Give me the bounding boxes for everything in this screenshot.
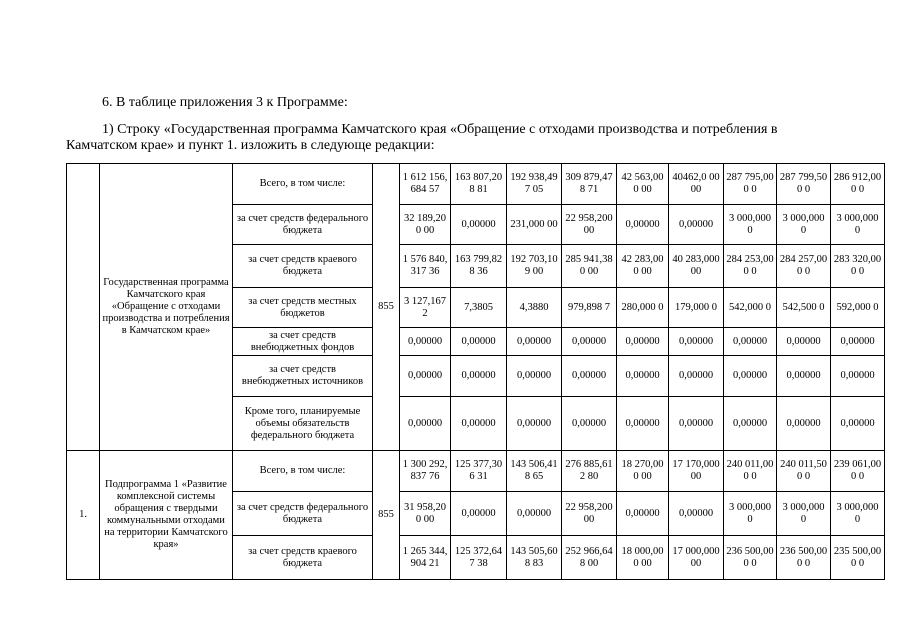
value-cell: 0,00000	[617, 356, 669, 397]
row-label: Всего, в том числе:	[233, 164, 373, 205]
value-cell: 0,00000	[562, 356, 617, 397]
value-cell: 125 377,306 31	[451, 451, 507, 492]
value-cell: 236 500,000 0	[724, 536, 777, 580]
value-cell: 32 189,200 00	[400, 205, 451, 245]
value-cell: 143 505,608 83	[507, 536, 562, 580]
value-cell: 125 372,647 38	[451, 536, 507, 580]
value-cell: 0,00000	[507, 356, 562, 397]
value-cell: 0,00000	[669, 356, 724, 397]
value-cell: 542,500 0	[777, 288, 831, 328]
instruction-line-2: Камчатском крае» и пункт 1. изложить в следующе редакции:	[66, 138, 435, 153]
value-cell: 1 265 344,904 21	[400, 536, 451, 580]
value-cell: 1 576 840,317 36	[400, 245, 451, 288]
value-cell: 40 283,000 00	[669, 245, 724, 288]
value-cell: 0,00000	[562, 328, 617, 356]
value-cell: 0,00000	[777, 397, 831, 451]
value-cell: 0,00000	[669, 492, 724, 536]
value-cell: 287 799,500 0	[777, 164, 831, 205]
value-cell: 192 703,109 00	[507, 245, 562, 288]
value-cell: 252 966,648 00	[562, 536, 617, 580]
value-cell: 42 283,000 00	[617, 245, 669, 288]
value-cell: 0,00000	[669, 328, 724, 356]
value-cell: 0,00000	[507, 328, 562, 356]
value-cell: 0,00000	[400, 356, 451, 397]
value-cell: 0,00000	[451, 328, 507, 356]
row-label: за счет средств краевого бюджета	[233, 536, 373, 580]
table-row	[67, 164, 885, 205]
value-cell: 0,00000	[669, 205, 724, 245]
value-cell: 17 170,000 00	[669, 451, 724, 492]
value-cell: 592,000 0	[831, 288, 885, 328]
instruction-line-1: 1) Строку «Государственная программа Камчатского края «Обращение с отходами производства и потребления в	[102, 122, 778, 137]
value-cell: 31 958,200 00	[400, 492, 451, 536]
value-cell: 0,00000	[831, 356, 885, 397]
row-label: за счет средств краевого бюджета	[233, 245, 373, 288]
value-cell: 1 300 292,837 76	[400, 451, 451, 492]
value-cell: 0,00000	[831, 397, 885, 451]
value-cell: 0,00000	[724, 356, 777, 397]
value-cell: 276 885,612 80	[562, 451, 617, 492]
value-cell: 143 506,418 65	[507, 451, 562, 492]
value-cell: 163 799,828 36	[451, 245, 507, 288]
value-cell: 3 000,000 0	[831, 492, 885, 536]
value-cell: 235 500,000 0	[831, 536, 885, 580]
value-cell: 0,00000	[451, 397, 507, 451]
row-label: за счет средств федерального бюджета	[233, 205, 373, 245]
value-cell: 287 795,000 0	[724, 164, 777, 205]
value-cell: 3 000,000 0	[831, 205, 885, 245]
value-cell: 0,00000	[617, 397, 669, 451]
value-cell: 3 000,000 0	[777, 205, 831, 245]
value-cell: 1 612 156,684 57	[400, 164, 451, 205]
value-cell: 0,00000	[617, 492, 669, 536]
value-cell: 239 061,000 0	[831, 451, 885, 492]
ministry-code: 855	[373, 451, 400, 580]
value-cell: 22 958,200 00	[562, 492, 617, 536]
value-cell: 0,00000	[617, 328, 669, 356]
value-cell: 231,000 00	[507, 205, 562, 245]
value-cell: 3 000,000 0	[724, 205, 777, 245]
value-cell: 0,00000	[400, 328, 451, 356]
value-cell: 285 941,380 00	[562, 245, 617, 288]
value-cell: 979,898 7	[562, 288, 617, 328]
value-cell: 240 011,000 0	[724, 451, 777, 492]
value-cell: 0,00000	[724, 397, 777, 451]
row-label: Всего, в том числе:	[233, 451, 373, 492]
value-cell: 0,00000	[562, 397, 617, 451]
program-name: Подпрограмма 1 «Развитие комплексной системы обращения с твердыми коммунальными отходами на территории Камчатского края»	[100, 451, 233, 580]
row-label: за счет средств внебюджетных источников	[233, 356, 373, 397]
value-cell: 18 270,000 00	[617, 451, 669, 492]
value-cell: 0,00000	[777, 328, 831, 356]
value-cell: 3 000,000 0	[777, 492, 831, 536]
ministry-code: 855	[373, 164, 400, 451]
value-cell: 179,000 0	[669, 288, 724, 328]
value-cell: 4,3880	[507, 288, 562, 328]
value-cell: 0,00000	[831, 328, 885, 356]
table-row	[67, 451, 885, 492]
value-cell: 0,00000	[451, 205, 507, 245]
value-cell: 0,00000	[451, 492, 507, 536]
value-cell: 309 879,478 71	[562, 164, 617, 205]
value-cell: 240 011,500 0	[777, 451, 831, 492]
program-name: Государственная программа Камчатского края «Обращение с отходами производства и потребления в Камчатском крае»	[100, 164, 233, 451]
row-label: за счет средств федерального бюджета	[233, 492, 373, 536]
value-cell: 42 563,000 00	[617, 164, 669, 205]
value-cell: 542,000 0	[724, 288, 777, 328]
row-label: Кроме того, планируемые объемы обязательств федерального бюджета	[233, 397, 373, 451]
value-cell: 0,00000	[724, 328, 777, 356]
value-cell: 3 000,000 0	[724, 492, 777, 536]
value-cell: 0,00000	[400, 397, 451, 451]
value-cell: 284 253,000 0	[724, 245, 777, 288]
row-label: за счет средств внебюджетных фондов	[233, 328, 373, 356]
value-cell: 7,3805	[451, 288, 507, 328]
value-cell: 236 500,000 0	[777, 536, 831, 580]
value-cell: 0,00000	[777, 356, 831, 397]
row-number	[67, 164, 100, 451]
row-number: 1.	[67, 451, 100, 580]
value-cell: 3 127,167 2	[400, 288, 451, 328]
value-cell: 0,00000	[507, 492, 562, 536]
value-cell: 22 958,200 00	[562, 205, 617, 245]
value-cell: 17 000,000 00	[669, 536, 724, 580]
value-cell: 0,00000	[617, 205, 669, 245]
value-cell: 18 000,000 00	[617, 536, 669, 580]
value-cell: 0,00000	[507, 397, 562, 451]
section-heading: 6. В таблице приложения 3 к Программе:	[102, 95, 348, 110]
value-cell: 284 257,000 0	[777, 245, 831, 288]
value-cell: 280,000 0	[617, 288, 669, 328]
budget-table	[66, 163, 885, 580]
value-cell: 163 807,208 81	[451, 164, 507, 205]
value-cell: 286 912,000 0	[831, 164, 885, 205]
value-cell: 192 938,497 05	[507, 164, 562, 205]
value-cell: 0,00000	[451, 356, 507, 397]
row-label: за счет средств местных бюджетов	[233, 288, 373, 328]
value-cell: 40462,0 0000	[669, 164, 724, 205]
value-cell: 283 320,000 0	[831, 245, 885, 288]
value-cell: 0,00000	[669, 397, 724, 451]
